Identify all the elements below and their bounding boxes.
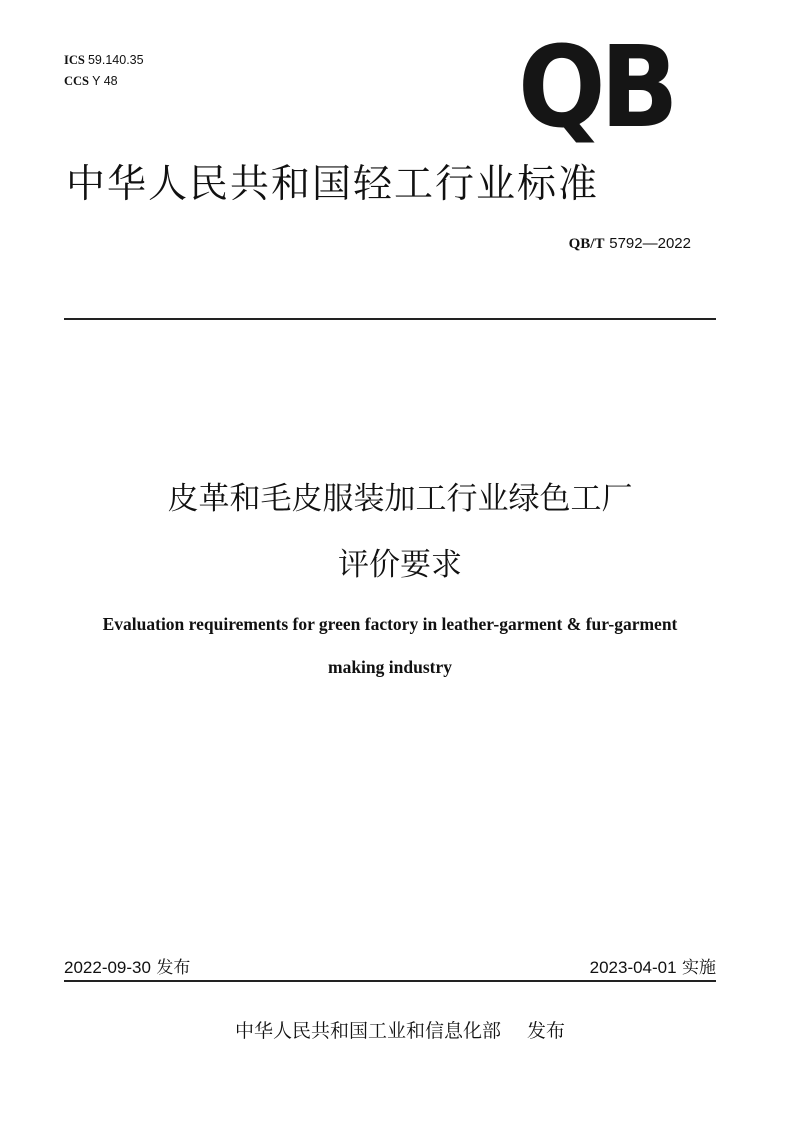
implementation-date-value: 2023-04-01 [589,958,677,977]
ccs-code [64,71,144,92]
issue-date-value: 2022-09-30 [64,958,151,977]
standard-number-value: 5792—2022 [609,235,691,252]
ccs-label: CCS [64,74,90,88]
classification-codes [64,50,144,92]
ics-code [64,50,144,71]
qb-logo: QB [518,23,674,153]
publisher-name: 中华人民共和国工业和信息化部 [234,1020,501,1042]
document-title-en-line2: making industry [328,657,452,677]
standard-number [569,234,691,253]
document-title-en-line1: Evaluation requirements for green factory in leather-garment & fur-garment [102,614,678,634]
document-title-cn-line2: 评价要求 [338,547,462,583]
issue-date [64,953,190,978]
ccs-value: Y 48 [92,74,118,88]
implementation-date [590,953,716,978]
publisher [0,1016,800,1043]
standard-category-title: 中华人民共和国轻工行业标准 [66,162,600,207]
header-divider [64,318,716,320]
issue-date-label: 发布 [156,958,191,978]
publisher-action: 发布 [527,1020,566,1042]
implementation-date-label: 实施 [682,958,716,978]
ics-label: ICS [64,53,85,67]
document-title-cn-line1: 皮革和毛皮服装加工行业绿色工厂 [167,481,633,517]
standard-number-prefix: QB/T [568,236,605,252]
ics-value: 59.140.35 [87,53,144,67]
footer-divider [64,980,716,982]
